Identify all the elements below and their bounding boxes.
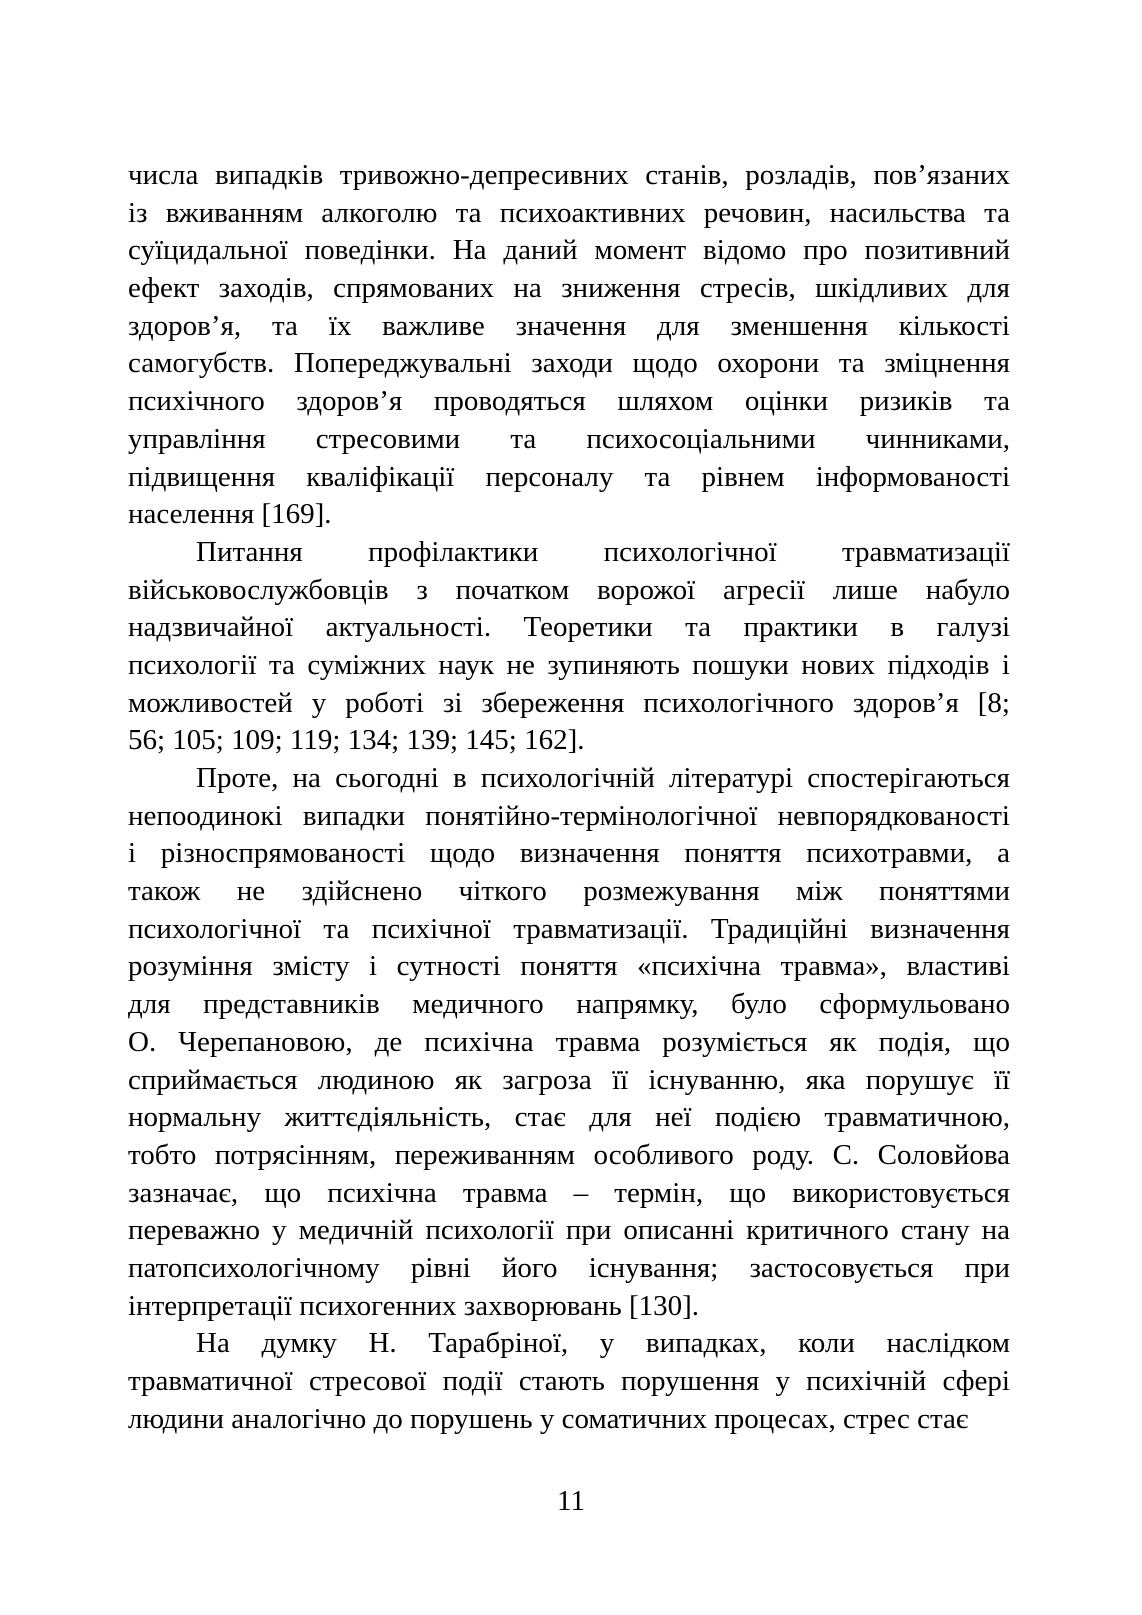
text-line: зазначає, що психічна травма – термін, що використовується [128, 1176, 1010, 1209]
text-line: Питання профілактики психологічної травматизації [196, 535, 1010, 568]
text-line: О. Черепановою, де психічна травма розуміється як подія, що [128, 1025, 1010, 1058]
text-line: надзвичайної актуальності. Теоретики та практики в галузі [128, 611, 1010, 644]
text-line: тобто потрясінням, переживанням особливого роду. С. Соловйова [128, 1138, 1010, 1171]
text-line: Проте, на сьогодні в психологічній літературі спостерігаються [196, 762, 1010, 794]
text-line: і різноспрямованості щодо визначення поняття психотравми, а [128, 837, 1010, 870]
body-text [128, 157, 1010, 1438]
text-line: для представників медичного напрямку, було сформульовано [128, 988, 1010, 1021]
paragraph [128, 534, 1010, 760]
text-line: На думку Н. Тарабріної, у випадках, коли наслідком [196, 1327, 1010, 1360]
text-line: сприймається людиною як загроза її існуванню, яка порушує її [128, 1063, 1010, 1096]
text-line: нормальну життєдіяльність, стає для неї подією травматичною, [128, 1101, 1010, 1134]
text-line: можливостей у роботі зі збереження психологічного здоров’я [8; [128, 686, 1010, 719]
text-line: непоодинокі випадки понятійно-термінологічної невпорядкованості [128, 799, 1010, 832]
text-line: із вживанням алкоголю та психоактивних речовин, насильства та [128, 196, 1010, 229]
text-line: здоров’я, та їх важливе значення для зменшення кількості [128, 309, 1010, 342]
text-line: ефект заходів, спрямованих на зниження стресів, шкідливих для [128, 272, 1010, 305]
text-line: підвищення кваліфікації персоналу та рівнем інформованості [128, 460, 1010, 493]
text-line: переважно у медичній психології при описанні критичного стану на [128, 1214, 1010, 1247]
text-line: військовослужбовців з початком ворожої агресії лише набуло [128, 573, 1010, 606]
text-line: травматичної стресової події стають порушення у психічній сфері [128, 1365, 1010, 1397]
text-line: самогубств. Попереджувальні заходи щодо охорони та зміцнення [128, 347, 1010, 380]
text-line: людини аналогічно до порушень у соматичних процесах, стрес стає [128, 1402, 969, 1435]
text-line: психічного здоров’я проводяться шляхом оцінки ризиків та [128, 385, 1010, 418]
paragraph [128, 157, 1010, 534]
page-number: 11 [557, 1485, 585, 1517]
text-line: розуміння змісту і сутності поняття «психічна травма», властиві [128, 950, 1010, 983]
text-line: психологічної та психічної травматизації. Традиційні визначення [128, 912, 1010, 945]
text-line: також не здійснено чіткого розмежування між поняттями [128, 875, 1010, 908]
text-line: населення [169]. [128, 498, 332, 531]
text-line: інтерпретації психогенних захворювань [130]. [128, 1289, 700, 1322]
text-line: суїцидальної поведінки. На даний момент відомо про позитивний [128, 234, 1010, 267]
text-line: психології та суміжних наук не зупиняють пошуки нових підходів і [128, 648, 1010, 681]
text-line: числа випадків тривожно-депресивних станів, розладів, пов’язаних [128, 159, 1010, 191]
paragraph [128, 760, 1010, 1325]
text-line: управління стресовими та психосоціальними чинниками, [128, 422, 1010, 455]
text-line: 56; 105; 109; 119; 134; 139; 145; 162]. [128, 724, 585, 757]
text-line: патопсихологічному рівні його існування; застосовується при [128, 1251, 1010, 1284]
paragraph [128, 1325, 1010, 1438]
